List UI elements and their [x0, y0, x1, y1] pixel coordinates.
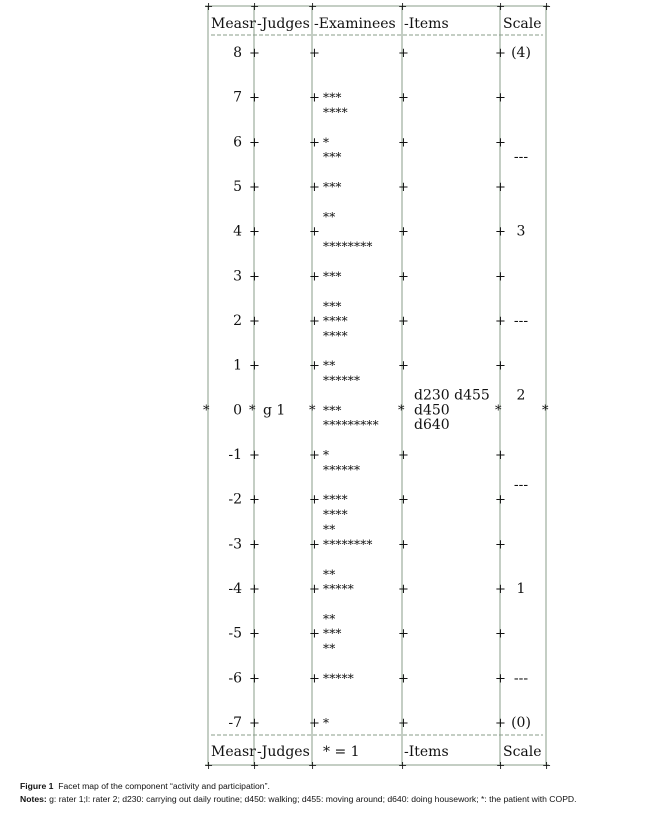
tick-mark: + — [495, 537, 506, 553]
tick-mark: + — [398, 358, 409, 374]
examinee-stars: *** — [323, 626, 342, 641]
judge-label: g 1 — [263, 402, 286, 419]
examinee-stars: *** — [323, 180, 342, 195]
tick-mark: + — [249, 716, 260, 732]
caption-notes-text: g: rater 1;l: rater 2; d230: carrying out daily routine; d450: walking; d455: moving around; d640: doing housework; *: the patient with COPD. — [49, 794, 577, 804]
tick-mark: + — [495, 671, 506, 687]
examinee-stars: **** — [323, 314, 348, 329]
tick-mark: + — [398, 716, 409, 732]
frame-corner-mark: + — [542, 759, 552, 770]
examinee-stars: *** — [323, 269, 342, 284]
zero-mark-left: * — [203, 403, 210, 419]
examinee-stars: ***** — [323, 671, 354, 686]
examinee-stars: ****** — [323, 373, 361, 388]
tick-mark: + — [398, 626, 409, 642]
measure-tick-label: 1 — [233, 357, 242, 374]
header-measure: Measr — [211, 16, 256, 32]
tick-mark: + — [495, 269, 506, 285]
zero-mark: * — [249, 403, 256, 419]
header-scale: Scale — [503, 16, 542, 32]
measure-tick-label: -4 — [228, 581, 242, 598]
scale-threshold: --- — [513, 313, 529, 330]
tick-mark: + — [398, 269, 409, 285]
tick-mark: + — [398, 90, 409, 106]
tick-mark: + — [495, 224, 506, 240]
tick-mark: + — [398, 448, 409, 464]
tick-mark: + — [398, 224, 409, 240]
scale-threshold: --- — [513, 149, 529, 166]
frame-corner-mark: + — [398, 0, 408, 13]
tick-mark: + — [249, 582, 260, 598]
tick-mark: + — [309, 671, 320, 687]
examinee-stars: *** — [323, 299, 342, 314]
measure-tick-label: 8 — [233, 45, 242, 61]
tick-mark: + — [495, 448, 506, 464]
tick-mark: + — [309, 716, 320, 732]
tick-mark: + — [249, 492, 260, 508]
tick-mark: + — [495, 582, 506, 598]
tick-mark: + — [309, 269, 320, 285]
tick-mark: + — [309, 448, 320, 464]
scale-category: (4) — [511, 45, 531, 61]
frame-corner-mark: + — [398, 759, 408, 770]
examinee-stars: * — [323, 448, 330, 463]
tick-mark: + — [398, 537, 409, 553]
frame-corner-mark: + — [250, 0, 260, 13]
measure-tick-label: 3 — [233, 268, 242, 285]
tick-mark: + — [495, 358, 506, 374]
figure-caption — [20, 780, 650, 806]
frame-corner-mark: + — [308, 0, 318, 13]
measure-tick-label: 2 — [233, 313, 242, 330]
tick-mark: + — [249, 135, 260, 151]
examinee-stars: ** — [323, 567, 336, 582]
tick-mark: + — [249, 314, 260, 330]
tick-mark: + — [398, 135, 409, 151]
footer-judges: -Judges — [257, 744, 310, 760]
zero-mark: * — [495, 403, 502, 419]
footer-scale: Scale — [503, 744, 542, 760]
measure-tick-label: 7 — [233, 89, 242, 106]
tick-mark: + — [398, 180, 409, 196]
measure-tick-label: 5 — [233, 179, 242, 196]
tick-mark: + — [309, 582, 320, 598]
examinee-stars: *** — [323, 150, 342, 165]
tick-mark: + — [495, 314, 506, 330]
measure-tick-label: 0 — [233, 402, 242, 419]
frame-corner-mark: + — [204, 759, 214, 770]
frame-corner-mark: + — [308, 759, 318, 770]
examinee-stars: *** — [323, 90, 342, 105]
examinee-stars: ******** — [323, 537, 373, 552]
tick-mark: + — [249, 448, 260, 464]
tick-mark: + — [309, 314, 320, 330]
frame-corner-mark: + — [204, 0, 214, 13]
tick-mark: + — [495, 135, 506, 151]
measure-tick-label: 6 — [233, 134, 242, 151]
tick-mark: + — [398, 492, 409, 508]
caption-figure-line — [20, 780, 650, 793]
caption-notes-line — [20, 793, 650, 806]
tick-mark: + — [309, 626, 320, 642]
examinee-stars: **** — [323, 507, 348, 522]
caption-figure-label: Figure 1 — [20, 781, 54, 791]
caption-figure-text: Facet map of the component “activity and participation”. — [58, 781, 270, 791]
tick-mark: + — [249, 269, 260, 285]
zero-mark: * — [398, 403, 405, 419]
zero-mark-right: * — [542, 403, 549, 419]
tick-mark: + — [309, 90, 320, 106]
measure-tick-label: -7 — [228, 715, 242, 732]
examinee-stars: ******** — [323, 239, 373, 254]
header-row — [211, 16, 542, 32]
tick-mark: + — [249, 671, 260, 687]
item-label: d230 d455 — [414, 387, 490, 404]
tick-mark: + — [309, 180, 320, 196]
header-examinees: -Examinees — [314, 16, 396, 32]
tick-mark: + — [309, 358, 320, 374]
scale-category: 1 — [516, 581, 526, 598]
tick-mark: + — [249, 90, 260, 106]
zero-mark: * — [309, 403, 316, 419]
caption-notes-label: Notes: — [20, 794, 47, 804]
tick-mark: + — [398, 314, 409, 330]
frame-corner-mark: + — [496, 759, 506, 770]
footer-row — [211, 744, 542, 760]
tick-mark: + — [309, 492, 320, 508]
footer-items: -Items — [404, 744, 449, 760]
item-label: d450 — [414, 402, 450, 419]
examinee-stars: * — [323, 716, 330, 731]
examinee-stars: **** — [323, 105, 348, 120]
frame-corner-mark: + — [250, 759, 260, 770]
frame-corner-mark: + — [542, 0, 552, 13]
scale-category: 3 — [516, 223, 526, 240]
scale-threshold: --- — [513, 670, 529, 687]
tick-mark: + — [249, 224, 260, 240]
tick-mark: + — [309, 537, 320, 553]
scale-threshold: --- — [513, 476, 529, 493]
examinee-stars: ********* — [323, 418, 379, 433]
tick-mark: + — [398, 46, 409, 61]
tick-mark: + — [309, 135, 320, 151]
measure-tick-label: 4 — [233, 223, 242, 240]
scale-category: 2 — [516, 387, 526, 404]
examinee-stars: ****** — [323, 462, 361, 477]
tick-mark: + — [309, 46, 320, 61]
examinee-stars: ** — [323, 611, 336, 626]
examinee-stars: ** — [323, 209, 336, 224]
examinee-stars: ***** — [323, 582, 354, 597]
measure-tick-label: -2 — [228, 491, 242, 508]
examinee-stars: ** — [323, 358, 336, 373]
header-items: -Items — [404, 16, 449, 32]
tick-mark: + — [495, 716, 506, 732]
scale-category: (0) — [511, 715, 531, 732]
tick-mark: + — [495, 90, 506, 106]
tick-mark: + — [249, 358, 260, 374]
footer-measure: Measr — [211, 744, 256, 760]
tick-mark: + — [495, 492, 506, 508]
examinee-stars: **** — [323, 492, 348, 507]
tick-mark: + — [249, 46, 260, 61]
tick-mark: + — [495, 46, 506, 61]
measure-tick-label: -1 — [228, 447, 242, 464]
tick-mark: + — [249, 180, 260, 196]
footer-examinees: * = 1 — [323, 744, 360, 760]
examinee-stars: **** — [323, 328, 348, 343]
tick-mark: + — [249, 626, 260, 642]
frame-corner-mark: + — [496, 0, 506, 13]
tick-mark: + — [398, 582, 409, 598]
tick-mark: + — [495, 180, 506, 196]
measure-tick-label: -3 — [228, 536, 242, 553]
measure-tick-label: -5 — [228, 625, 242, 642]
tick-mark: + — [309, 224, 320, 240]
tick-mark: + — [249, 537, 260, 553]
tick-mark: + — [398, 671, 409, 687]
examinee-stars: * — [323, 135, 330, 150]
measure-tick-label: -6 — [228, 670, 242, 687]
header-judges: -Judges — [257, 16, 310, 32]
chart-marks — [203, 0, 551, 770]
tick-mark: + — [495, 626, 506, 642]
examinee-stars: *** — [323, 403, 342, 418]
item-label: d640 — [414, 417, 450, 434]
frame — [205, 6, 549, 765]
examinee-stars: ** — [323, 641, 336, 656]
examinee-stars: ** — [323, 522, 336, 537]
